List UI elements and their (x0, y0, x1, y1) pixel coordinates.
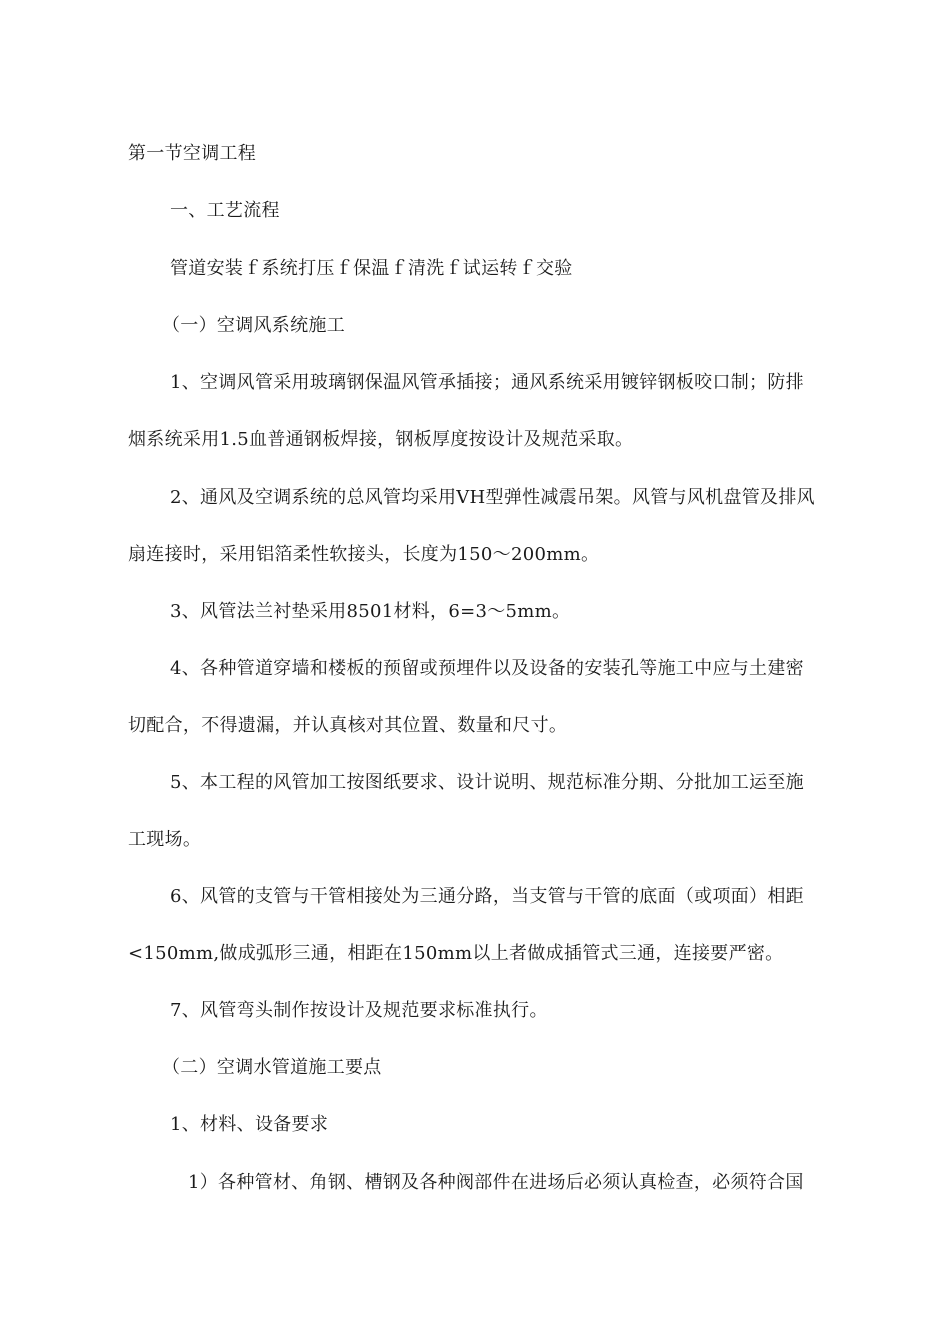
section-title: 第一节空调工程 (128, 143, 257, 164)
item-6-line-1: 6、风管的支管与干管相接处为三通分路，当支管与干管的底面（或项面）相距 (170, 886, 804, 907)
item-5-line-1: 5、本工程的风管加工按图纸要求、设计说明、规范标准分期、分批加工运至施 (170, 772, 804, 793)
heading-process-flow: 一、工艺流程 (170, 200, 280, 221)
item-4-line-1: 4、各种管道穿墙和楼板的预留或预埋件以及设备的安装孔等施工中应与土建密 (170, 658, 804, 679)
process-flow-text: 管道安装ｆ系统打压ｆ保温ｆ清洗ｆ试运转ｆ交验 (170, 258, 573, 279)
item-5-line-2: 工现场。 (128, 829, 202, 850)
sub-heading-air-system: （一）空调风系统施工 (162, 315, 345, 336)
item-2-line-2: 扇连接时，采用铝箔柔性软接头，长度为150〜200mm。 (128, 544, 600, 565)
item-1-line-2: 烟系统采用1.5血普通钢板焊接，钢板厚度按设计及规范采取。 (128, 429, 634, 450)
item-materials-1: 1）各种管材、角钢、槽钢及各种阀部件在进场后必须认真检查，必须符合国 (188, 1172, 804, 1193)
item-3-line-1: 3、风管法兰衬垫采用8501材料，6=3〜5mm。 (170, 601, 571, 622)
item-4-line-2: 切配合，不得遗漏，并认真核对其位置、数量和尺寸。 (128, 715, 568, 736)
item-6-line-2: <150mm,做成弧形三通，相距在150mm以上者做成插管式三通，连接要严密。 (128, 943, 784, 964)
item-1-line-1: 1、空调风管采用玻璃钢保温风管承插接；通风系统采用镀锌钢板咬口制；防排 (170, 372, 804, 393)
item-7-line-1: 7、风管弯头制作按设计及规范要求标准执行。 (170, 1000, 548, 1021)
item-2-line-1: 2、通风及空调系统的总风管均采用VH型弹性减震吊架。风管与风机盘管及排风 (170, 487, 815, 508)
sub-heading-water-pipe: （二）空调水管道施工要点 (162, 1057, 382, 1078)
item-materials: 1、材料、设备要求 (170, 1114, 329, 1135)
